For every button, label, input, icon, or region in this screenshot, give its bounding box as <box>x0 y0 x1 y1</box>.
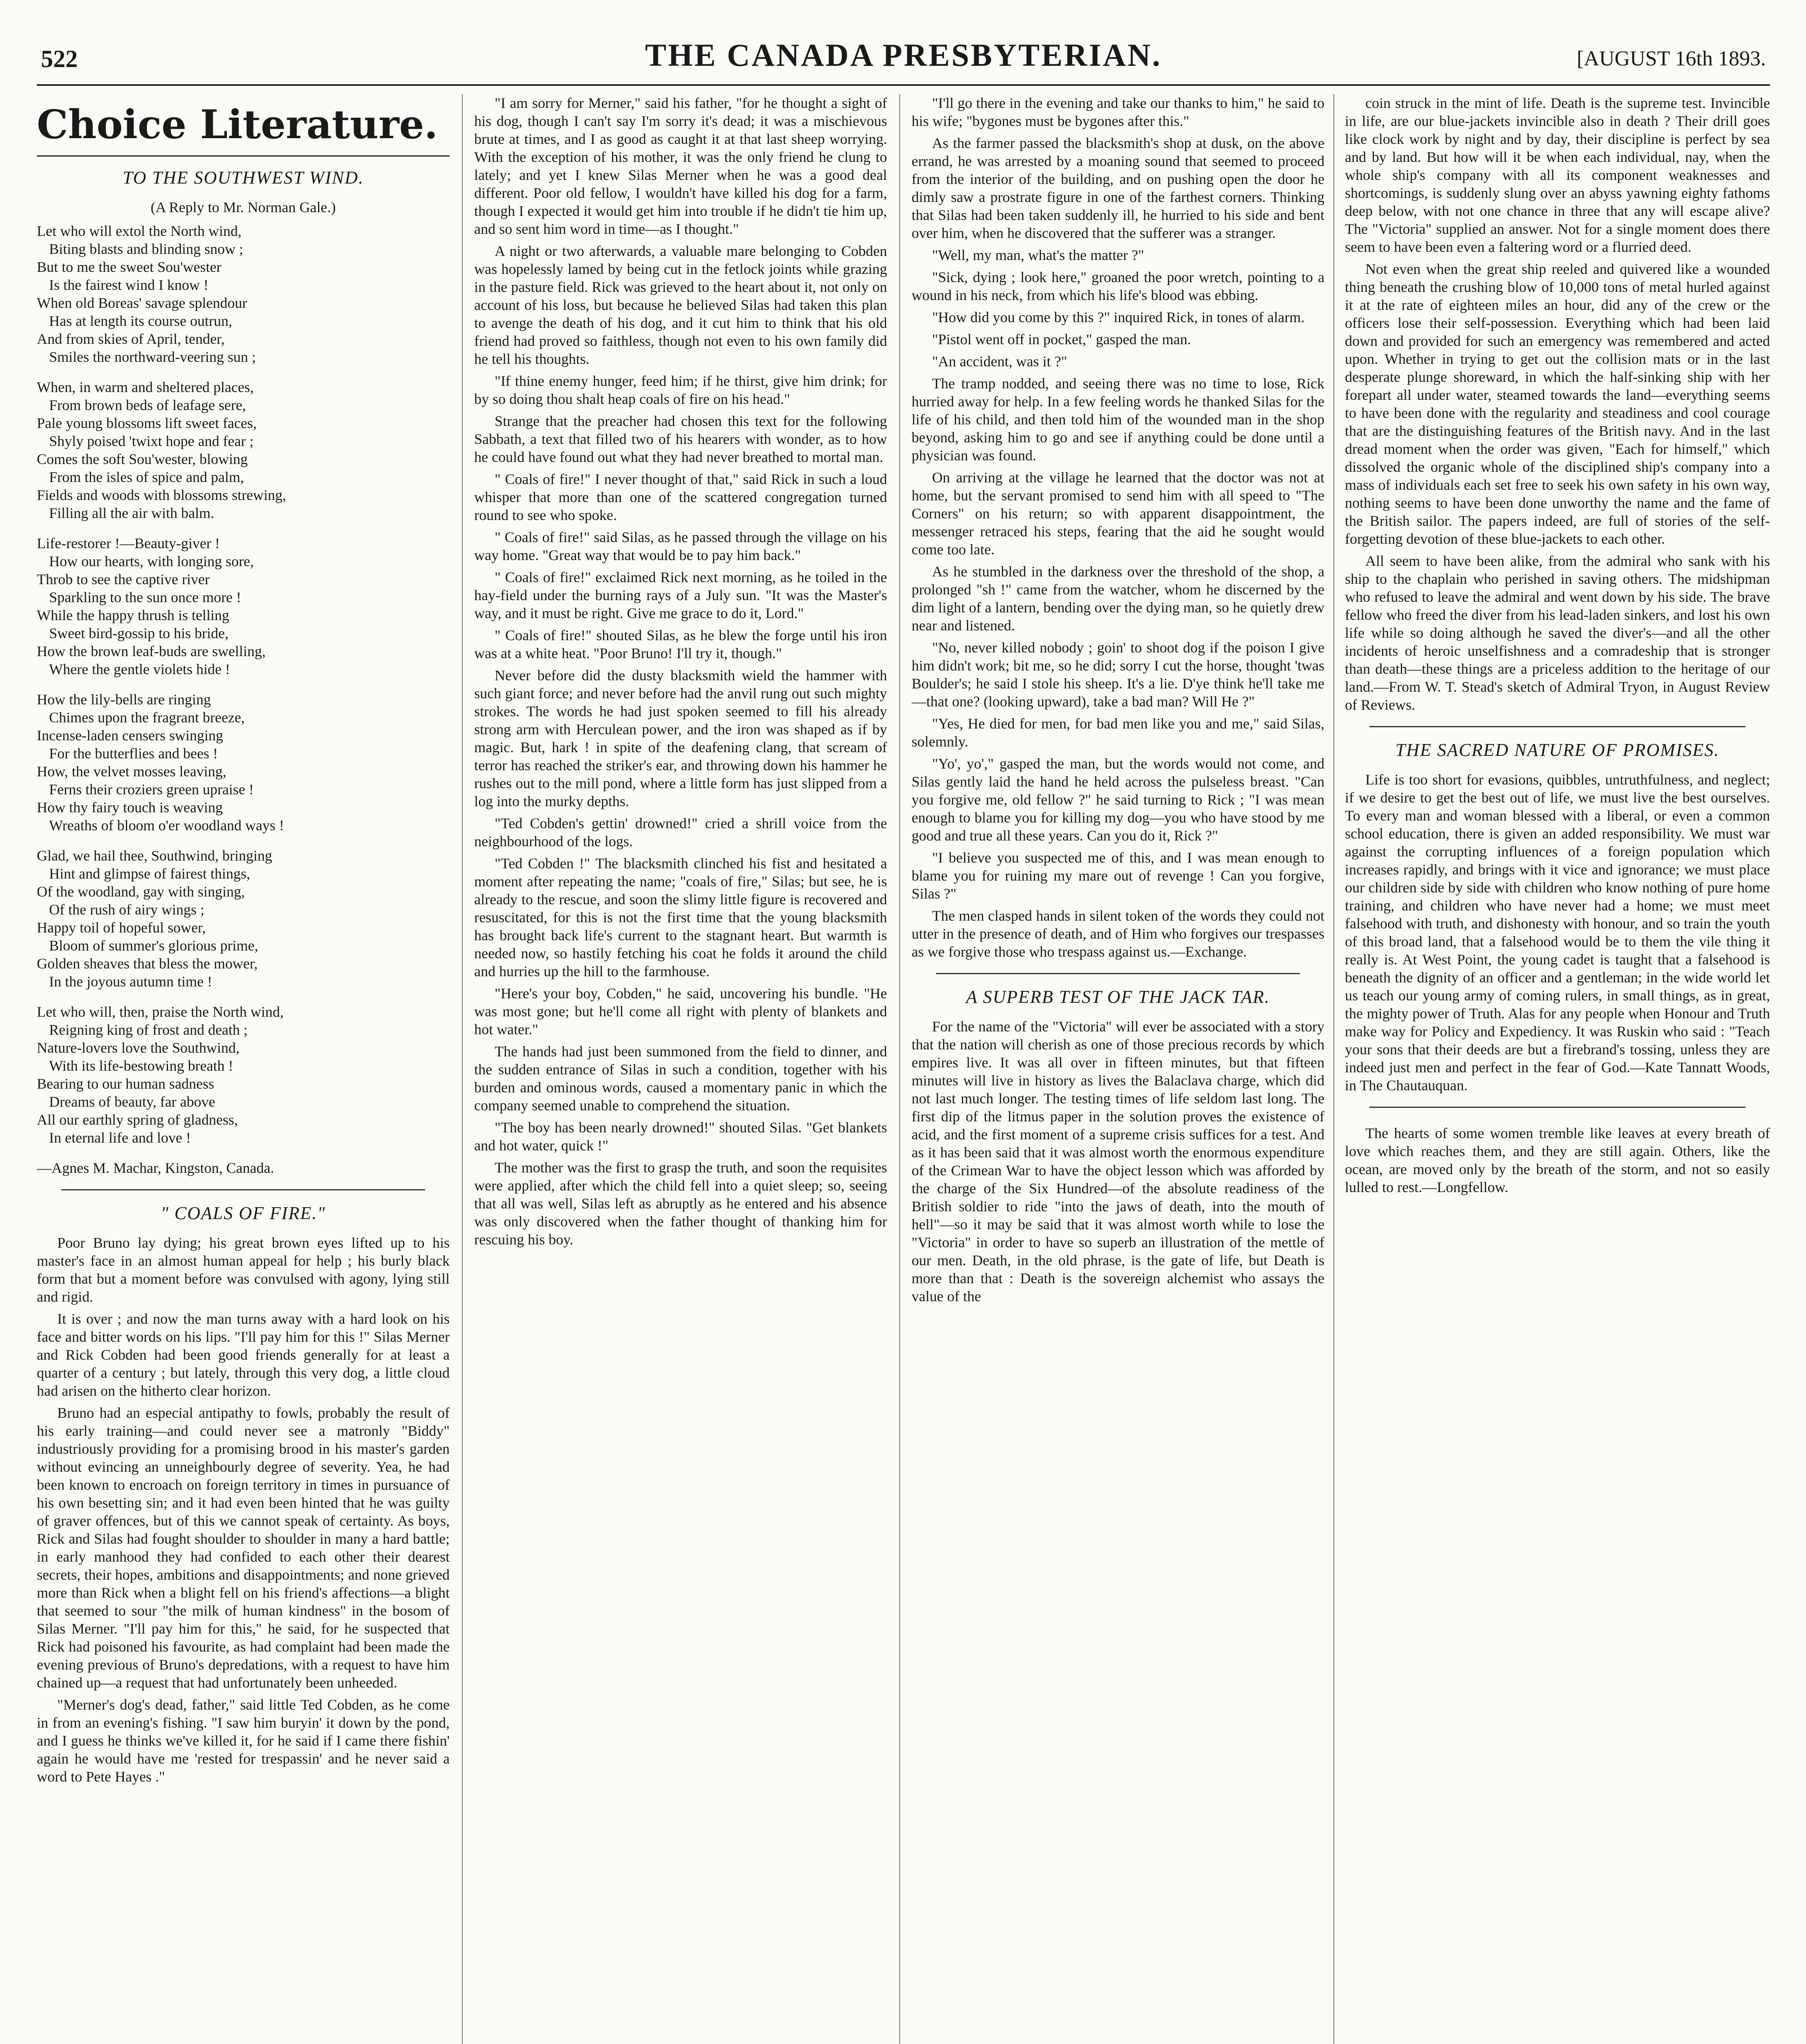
poem-line: Fields and woods with blossoms strewing, <box>37 487 287 503</box>
poem-title: TO THE SOUTHWEST WIND. <box>122 168 364 188</box>
promises-title: THE SACRED NATURE OF PROMISES. <box>1395 740 1720 760</box>
poem-line: Nature-lovers love the Southwind, <box>37 1040 240 1056</box>
poem-line: When, in warm and sheltered places, <box>37 379 254 395</box>
poem-line: With its life-bestowing breath ! <box>49 1058 233 1074</box>
paragraph: "The boy has been nearly drowned!" shouted Silas. "Get blankets and hot water, quick !" <box>474 1119 887 1154</box>
page-number: 522 <box>41 45 78 72</box>
paragraph: "Merner's dog's dead, father," said little Ted Cobden, as he come in from an evening's fishing. "I saw him buryin' it down by the pond, and I guess he thinks we've killed it, for he said if I came there fishin' again he would have me 'rested for trespassin' and he never said a word to Pete Hayes ." <box>37 1697 450 1785</box>
paragraph: The men clasped hands in silent token of the words they could not utter in the presence of death, and of Him who forgives our trespasses as we forgive those who trespass against us.—Exchange. <box>912 908 1324 960</box>
poem-line: Ferns their croziers green upraise ! <box>49 781 254 798</box>
page-header <box>37 37 1770 82</box>
coals-of-fire-body <box>37 1234 450 1786</box>
paragraph: coin struck in the mint of life. Death is the supreme test. Invincible in life, are our blue-jackets invincible also in death ? Their drill goes like clock work by night and by day, their discipline is perfect by sea and by land. But how will it be when each individual, nay, when the whole ship's company with all its component weaknesses and shortcomings, is suddenly slung over an abyss yawning eighty fathoms deep below, with not one chance in three that any will escape alive? The "Victoria" supplied an answer. Not for a single moment does there seem to have been even a faltering word or a flurried deed. <box>1345 95 1770 255</box>
poem-stanza <box>37 847 450 991</box>
paragraph: " Coals of fire!" I never thought of that," said Rick in such a loud whisper that more than one of the scattered congregation turned round to see who spoke. <box>474 471 887 523</box>
paragraph: "I'll go there in the evening and take our thanks to him," he said to his wife; "bygones must be bygones after this." <box>912 95 1324 129</box>
paragraph: All seem to have been alike, from the admiral who sank with his ship to the chaplain who perished in saving others. The midshipman who refused to leave the admiral and went down by his side. The brave fellow who freed the diver from his lead-laden sinkers, and lost his own life while so doing although he saved the diver's—and all the other incidents of heroic unselfishness and a comradeship that is stronger than death—these things are a priceless addition to the heritage of our land.—From W. T. Stead's sketch of Admiral Tryon, in August Review of Reviews. <box>1345 553 1770 713</box>
poem-line: Pale young blossoms lift sweet faces, <box>37 415 257 431</box>
poem-byline: —Agnes M. Machar, Kingston, Canada. <box>37 1160 274 1176</box>
column-4 <box>1345 94 1770 2044</box>
poem-line: All our earthly spring of gladness, <box>37 1112 238 1128</box>
poem-line: Bearing to our human sadness <box>37 1076 214 1092</box>
poem-line: From the isles of spice and palm, <box>49 469 244 485</box>
poem-line: Of the rush of airy wings ; <box>49 901 204 918</box>
poem-line: Wreaths of bloom o'er woodland ways ! <box>49 817 284 834</box>
poem-line: Reigning king of frost and death ; <box>49 1022 248 1038</box>
poem-line: Bloom of summer's glorious prime, <box>49 937 258 954</box>
paragraph: "Yo', yo'," gasped the man, but the words would not come, and Silas gently laid the hand he held across the pulseless breast. "Can you forgive me, old fellow ?" he said turning to Rick ; "I was mean enough to blame you for killing my dog—you who have stood by me good and true all these years. Can you do it, Rick ?" <box>912 755 1324 844</box>
paragraph: "Ted Cobden !" The blacksmith clinched his fist and hesitated a moment after repeating the name; "coals of fire," Silas; but see, he is already to the rescue, and soon the slimy little figure is recovered and resuscitated, for this is not the first time that the young blacksmith has brought back life's current to the stagnant heart. But warmth is needed now, so hastily fetching his coat he folds it around the child and hurries up the hill to the farmhouse. <box>474 855 887 979</box>
column-3 <box>912 94 1324 2044</box>
poem-stanza <box>37 534 450 678</box>
poem-line: Of the woodland, gay with singing, <box>37 883 245 900</box>
article-rule <box>936 973 1300 974</box>
paragraph: Life is too short for evasions, quibbles, untruthfulness, and neglect; if we desire to get the best out of life, we must live the best ourselves. To every man and woman blessed with a liberal, or even a common school education, there is given an added responsibility. We must war against the corrupting influences of a foreign population which increases rapidly, and brings with it vice and ignorance; we must place our children side by side with children who know nothing of pure home training, and children who have never had a home; we must meet falsehood with truth, and dishonesty with honour, and so train the youth of this broad land, that a falsehood would be to them the vile thing it really is. At West Point, the young cadet is taught that a falsehood is beneath the dignity of an officer and a gentleman; in the wide world let us teach our young army of coming rulers, in small things, as in great, the mighty power of Truth. Alas for any people when Honour and Truth make way for Policy and Expediency. It was Ruskin who said : "Teach your sons that their deeds are but a firebrand's tossing, unless they are indeed just men and perfect in the fear of God.—Kate Tannatt Woods, in The Chautauquan. <box>1345 771 1770 1094</box>
poem-line: How the brown leaf-buds are swelling, <box>37 643 266 659</box>
coals-of-fire-title: " COALS OF FIRE." <box>161 1203 326 1223</box>
paragraph: "If thine enemy hunger, feed him; if he thirst, give him drink; for by so doing thou shalt heap coals of fire on his head." <box>474 373 887 407</box>
poem-line: Shyly poised 'twixt hope and fear ; <box>49 433 254 449</box>
closing-quote: The hearts of some women tremble like leaves at every breath of love which reaches them, and they are still again. Others, like the ocean, are moved only by the breath of the storm, and not so easily lulled to rest.—Longfellow. <box>1345 1125 1770 1195</box>
paragraph: A night or two afterwards, a valuable mare belonging to Cobden was hopelessly lamed by being cut in the fetlock joints while grazing in the pasture field. Rick was grieved to the heart about it, not only on account of his loss, but because he believed Silas had taken this plan to avenge the death of his dog, and it cut him to think that his old friend had proved so faithless, though not even to his own family did he tell his thoughts. <box>474 243 887 367</box>
paragraph: Bruno had an especial antipathy to fowls, probably the result of his early training—and could never see a matronly "Biddy" industriously providing for a promising brood in his master's garden without evincing an unneighbourly degree of severity. Yea, he had been known to encroach on foreign territory in times in pursuance of his own besetting sin; and it had even been hinted that he was guilty of graver offences, but of this we cannot speak of certainty. As boys, Rick and Silas had fought shoulder to shoulder in many a hard battle; in early manhood they had confided to each other their dearest secrets, their hopes, ambitions and disappointments; and none grieved more than Rick when a blight fell on his friend's affections—a blight that seemed to sour "the milk of human kindness" in the bosom of Silas Merner. "I'll pay him for this," he said, for he suspected that Rick had poisoned his favourite, as had complaint had been made the evening previous of Bruno's depredations, with a request to have him chained up—a request that had unfortunately been unheeded. <box>37 1405 450 1691</box>
paragraph: "How did you come by this ?" inquired Rick, in tones of alarm. <box>932 309 1305 325</box>
poem-body <box>37 222 450 1147</box>
paragraph: " Coals of fire!" shouted Silas, as he blew the forge until his iron was at a white heat. "Poor Bruno! I'll try it, though." <box>474 627 887 661</box>
paragraph: Never before did the dusty blacksmith wield the hammer with such giant force; and never before had the anvil rung out such mighty strokes. The words he had just spoken seemed to fill his already strong arm with Herculean power, and the iron was shaped as if by magic. But, hark ! in spite of the deafening clang, that scream of terror has reached the striker's ear, and throwing down his hammer he rushes out to the mill pond, where a little form has just slipped from a log into the murky depths. <box>474 667 887 809</box>
paragraph: Not even when the great ship reeled and quivered like a wounded thing beneath the crushing blow of 10,000 tons of metal hurled against it at the rate of eighteen miles an hour, did any of the crew or the officers lose their self-possession. Everything which had been laid down and provided for such an emergency was remembered and acted upon. Whether in trying to get out the collision mats or in the last desperate plunge shoreward, in which the half-sinking ship with her forepart all under water, steamed towards the land—everything seems to have been done with the regularity and steadiness and cool courage that are the distinguishing features of the British navy. And in the last dread moment when the order was given, "Each for himself," which dissolved the organic whole of the disciplined ship's company into a mass of individuals each set free to seek his own safety in his own way, nothing seems to have been done unworthy the name and the fame of the British sailor. The papers indeed, are full of stories of the self-forgetting devotion of these blue-jackets to each other. <box>1345 261 1770 547</box>
poem-line: While the happy thrush is telling <box>37 607 229 623</box>
coals-of-fire-conclusion <box>912 94 1324 961</box>
poem-line: Sweet bird-gossip to his bride, <box>49 625 229 641</box>
poem-line: Is the fairest wind I know ! <box>49 277 208 293</box>
promises-body <box>1345 771 1770 1094</box>
coals-of-fire-continued <box>474 94 887 1248</box>
paragraph: "Pistol went off in pocket," gasped the man. <box>932 331 1191 347</box>
poem-line: Comes the soft Sou'wester, blowing <box>37 451 248 467</box>
poem-line: Biting blasts and blinding snow ; <box>49 241 244 257</box>
poem-line: In the joyous autumn time ! <box>49 973 212 990</box>
paragraph: " Coals of fire!" said Silas, as he passed through the village on his way home. "Great way that would be to pay him back." <box>474 529 887 563</box>
paragraph: "I believe you suspected me of this, and I was mean enough to blame you for ruining my mare out of revenge ! Can you forgive, Silas ?" <box>912 849 1324 902</box>
paragraph: "Yes, He died for men, for bad men like you and me," said Silas, solemnly. <box>912 715 1324 750</box>
section-rule <box>37 155 450 157</box>
poem-line: From brown beds of leafage sere, <box>49 397 246 413</box>
poem-line: Dreams of beauty, far above <box>49 1094 215 1110</box>
column-1 <box>37 94 450 2044</box>
paragraph: Poor Bruno lay dying; his great brown eyes lifted up to his master's face in an almost human appeal for help ; his burly black form that but a moment before was convulsed with agony, lying still and rigid. <box>37 1235 450 1305</box>
article-rule <box>1369 1107 1746 1108</box>
jack-tar-continued <box>1345 94 1770 714</box>
poem-stanza <box>37 378 450 522</box>
paragraph: As he stumbled in the darkness over the threshold of the shop, a prolonged "sh !" came from the watcher, whom he discerned by the dim light of a lantern, bending over the dying man, so he quietly drew near and listened. <box>912 563 1324 634</box>
paragraph: Strange that the preacher had chosen this text for the following Sabbath, a text that filled two of his hearers with wonder, as to how he could have found out what they had never breathed to mortal man. <box>474 413 887 465</box>
paragraph: For the name of the "Victoria" will ever be associated with a story that the nation will cherish as one of those precious records by which empires live. It was all over in fifteen minutes, but that fifteen minutes will live in history as lives the Balaclava charge, which did not last much longer. The testing times of life seldom last long. The first dip of the litmus paper in the solution proves the existence of acid, and the first moment of a supreme crisis suffices for a test. And as it has been said that it was almost worth the enormous expenditure of the Crimean War to have the object lesson which was afforded by the charge of the Six Hundred—of the absolute readiness of the British soldier to ride "into the jaws of death, into the mouth of hell"—so it may be said that it was almost worth while to lose the "Victoria" in order to have so superb an illustration of the mettle of our men. Death, in the old phrase, is the gate of life, but Death is more than that : Death is the sovereign alchemist who assays the value of the <box>912 1018 1324 1304</box>
paragraph: The mother was the first to grasp the truth, and soon the requisites were applied, after which the child fell into a quiet sleep; so, seeing that all was well, Silas left as abruptly as he entered and his absence was only discovered when the father thought of thanking him for rescuing his boy. <box>474 1159 887 1248</box>
paragraph: "No, never killed nobody ; goin' to shoot dog if the poison I give him didn't work; bit me, so he did; sorry I cut the horse, thought 'twas Boulder's; he said I stole his sheep. It's a lie. D'ye think he'll take me—that one? (looking upward), take a bad man? Will He ?" <box>912 639 1324 710</box>
paragraph: " Coals of fire!" exclaimed Rick next morning, as he toiled in the hay-field under the burning rays of a July sun. "It was the Master's way, and it must be right. Give me grace to do it, Lord." <box>474 569 887 621</box>
paragraph: The hands had just been summoned from the field to dinner, and the sudden entrance of Silas in such a condition, together with his burden and ominous words, caused a momentary panic in which the company seemed unable to comprehend the situation. <box>474 1043 887 1114</box>
jack-tar-body <box>912 1018 1324 1305</box>
section-title: Choice Literature. <box>37 101 438 148</box>
poem-line: Where the gentle violets hide ! <box>49 661 230 677</box>
poem-line: Glad, we hail thee, Southwind, bringing <box>37 847 272 864</box>
poem-line: Smiles the northward-veering sun ; <box>49 349 256 365</box>
poem-line: Hint and glimpse of fairest things, <box>49 865 250 882</box>
poem-stanza <box>37 690 450 834</box>
column-divider <box>462 94 463 2044</box>
poem-line: Has at length its course outrun, <box>49 313 232 329</box>
poem-line: Throb to see the captive river <box>37 571 210 587</box>
poem-line: Chimes upon the fragrant breeze, <box>49 709 245 726</box>
poem-line: Happy toil of hopeful sower, <box>37 919 206 936</box>
poem-line: How our hearts, with longing sore, <box>49 553 254 569</box>
article-rule <box>1369 726 1746 727</box>
poem-line: Incense-laden censers swinging <box>37 727 223 744</box>
paragraph: On arriving at the village he learned that the doctor was not at home, but the servant promised to send him with all speed to "The Corners" on his return; so with apparent disappointment, the messenger retraced his steps, fearing that the aid he sought would come too late. <box>912 469 1324 558</box>
poem-line: Golden sheaves that bless the mower, <box>37 955 258 972</box>
paragraph: It is over ; and now the man turns away with a hard look on his face and bitter words on his lips. "I'll pay him for this !" Silas Merner and Rick Cobden had been good friends generally for at least a quarter of a century ; but lately, through this very dog, a little cloud had arisen on the hitherto clear horizon. <box>37 1311 450 1399</box>
paragraph: As the farmer passed the blacksmith's shop at dusk, on the above errand, he was arrested by a moaning sound that seemed to proceed from the interior of the building, and on pushing open the door he dimly saw a prostrate figure in one of the farthest corners. Thinking that Silas had been taken suddenly ill, he hurried to his side and bent over him, when he discovered that the sufferer was a stranger. <box>912 135 1324 241</box>
paragraph: "I am sorry for Merner," said his father, "for he thought a sight of his dog, though I can't say I'm sorry it's dead; it was a mischievous brute at times, and I as good as caught it at that last sheep worrying. With the exception of his mother, it was the only friend he clung to lately; and yet I knew Silas Merner when he was a good deal different. Poor old fellow, I wouldn't have killed his dog for a farm, though I expected it would get him into trouble if he didn't tie him up, and so sent him word in time—as I thought." <box>474 95 887 237</box>
poem-line: How thy fairy touch is weaving <box>37 799 223 816</box>
paragraph: "An accident, was it ?" <box>932 353 1067 370</box>
column-divider <box>899 94 900 2044</box>
masthead: THE CANADA PRESBYTERIAN. <box>645 37 1162 73</box>
poem-line: Let who will, then, praise the North wind, <box>37 1004 284 1020</box>
column-divider <box>1333 94 1334 2044</box>
paragraph: "Ted Cobden's gettin' drowned!" cried a shrill voice from the neighbourhood of the logs. <box>474 815 887 849</box>
poem-line: Sparkling to the sun once more ! <box>49 589 241 605</box>
poem-line: For the butterflies and bees ! <box>49 745 218 762</box>
poem-line: Filling all the air with balm. <box>49 505 214 521</box>
poem-stanza <box>37 222 450 366</box>
paragraph: "Here's your boy, Cobden," he said, uncovering his bundle. "He was most gone; but he'll come all right with plenty of blankets and hot water." <box>474 985 887 1038</box>
poem-line: In eternal life and love ! <box>49 1130 191 1146</box>
poem-line: How the lily-bells are ringing <box>37 691 211 708</box>
paragraph: The tramp nodded, and seeing there was no time to lose, Rick hurried away for help. In a few feeling words he thanked Silas for the life of his child, and then told him of the wounded man in the shop beyond, asking him to go and see if anything could be done until a physician was found. <box>912 375 1324 464</box>
poem-line: When old Boreas' savage splendour <box>37 295 247 311</box>
column-2 <box>474 94 887 2044</box>
jack-tar-title: A SUPERB TEST OF THE JACK TAR. <box>966 987 1270 1007</box>
paragraph: "Sick, dying ; look here," groaned the poor wretch, pointing to a wound in his neck, from which his life's blood was ebbing. <box>912 269 1324 303</box>
header-rule <box>37 84 1770 86</box>
poem-line: How, the velvet mosses leaving, <box>37 763 226 780</box>
poem-line: Let who will extol the North wind, <box>37 223 242 239</box>
poem-subtitle: (A Reply to Mr. Norman Gale.) <box>150 199 336 215</box>
issue-date: [AUGUST 16th 1893. <box>1577 47 1766 70</box>
poem-line: But to me the sweet Sou'wester <box>37 259 222 275</box>
poem-line: And from skies of April, tender, <box>37 331 225 347</box>
poem-stanza <box>37 1003 450 1147</box>
article-rule <box>61 1189 425 1190</box>
poem-line: Life-restorer !—Beauty-giver ! <box>37 535 220 551</box>
paragraph: "Well, my man, what's the matter ?" <box>932 247 1144 263</box>
